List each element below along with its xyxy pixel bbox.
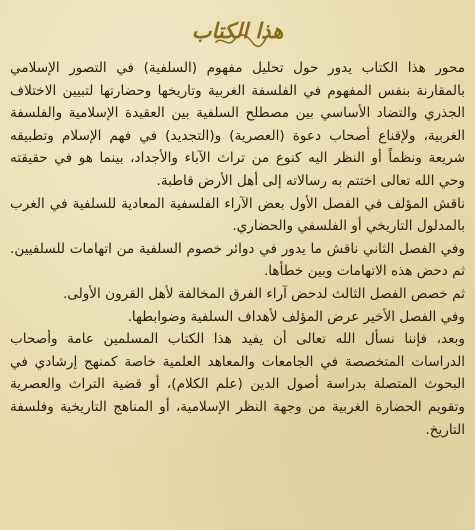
paragraph-intro: محور هذا الكتاب يدور حول تحليل مفهوم (السلفية) في التصور الإسلامي بالمقارنة بنفس المفهوم في الفلسفة الغربية وتاريخها وحضارتها لتبيين الاختلاف الجذري والتضاد الأساسي بين مصطلح السلفية بين العقيدة الإسلامية والفلسفة الغربية، ولإقناع أصحاب دعوة (العصرية) و(التجديد) في فهم الإسلام وتطبيقه شريعة ونظماً أو النظر اليه كنوع من تراث الآباء والأجداد، بينما هو في حقيقته وحي الله تعالى اختتم به رسالاته إلى أهل الأرض قاطبة. (10, 60, 465, 189)
paragraph-chapter-three: ثم خصص الفصل الثالث لدحض آراء الفرق المخالفة لأهل القرون الأولى. (62, 285, 465, 302)
paragraph-closing: وبعد، فإننا نسأل الله تعالى أن يفيد هذا الكتاب المسلمين عامة وأصحاب الدراسات المتخصصة في الجامعات والمعاهد العلمية خاصة كمنهج إرشادي في البحوث المتصلة بدراسة أصول الدين (علم الكلام)، أو قضية التراث والعصرية وتقويم الحضارة الغربية من وجهة النظر الإسلامية، أو المناهج التاريخية وفلسفة التاريخ. (10, 331, 465, 438)
page-title: هذا الكتاب (191, 18, 284, 43)
paragraph-chapter-one: ناقش المؤلف في الفصل الأول بعض الآراء الفلسفية المعادية للسلفية في الغرب بالمدلول التاريخي أو الفلسفي والحضاري. (10, 195, 465, 235)
paragraph-last-chapter: وفي الفصل الأخير عرض المؤلف لأهداف السلفية وضوابطها. (127, 308, 465, 325)
paragraph-chapter-two: وفي الفصل الثاني ناقش ما يدور في دوائر خصوم السلفية من اتهامات للسلفيين. ثم دحض هذه الاتهامات وبين خطأها. (10, 240, 465, 280)
calligraphy-flourish-icon (210, 22, 270, 50)
book-description (10, 57, 465, 441)
